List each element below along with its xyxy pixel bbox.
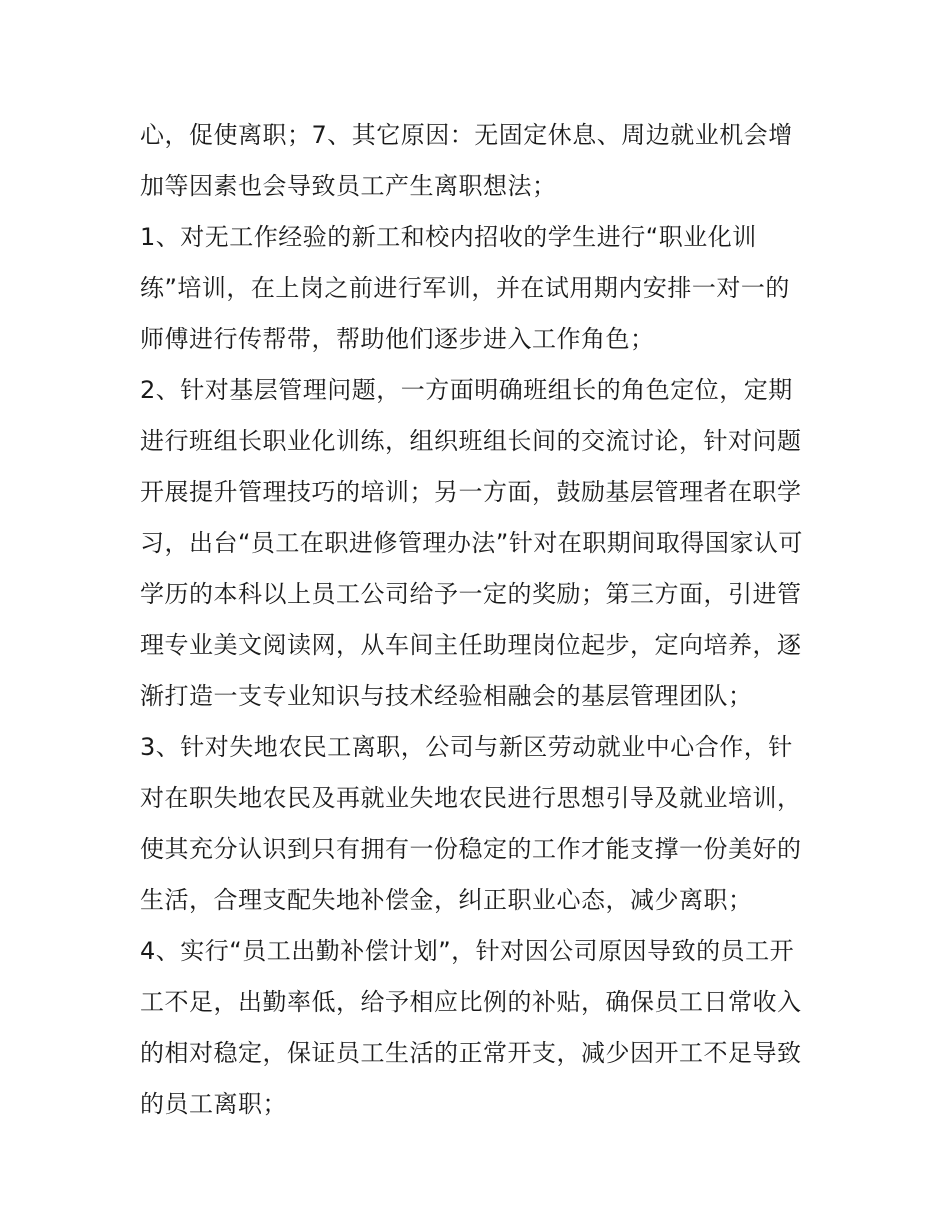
text-line: 进行班组长职业化训练，组织班组长间的交流讨论，针对问题 — [140, 427, 802, 455]
body-text — [140, 110, 830, 1130]
text-line: 的相对稳定，保证员工生活的正常开支，减少因开工不足导致 — [140, 1039, 802, 1067]
text-line: 开展提升管理技巧的培训；另一方面，鼓励基层管理者在职学 — [140, 478, 802, 506]
text-line: 使其充分认识到只有拥有一份稳定的工作才能支撑一份美好的 — [140, 835, 802, 863]
text-line: 1、对无工作经验的新工和校内招收的学生进行“职业化训 — [140, 223, 757, 251]
text-line: 渐打造一支专业知识与技术经验相融会的基层管理团队； — [140, 682, 753, 710]
text-line: 4、实行“员工出勤补偿计划”，针对因公司原因导致的员工开 — [140, 937, 795, 965]
text-line: 师傅进行传帮带，帮助他们逐步进入工作角色； — [140, 325, 655, 353]
text-line: 学历的本科以上员工公司给予一定的奖励；第三方面，引进管 — [140, 580, 802, 608]
text-line: 工不足，出勤率低，给予相应比例的补贴，确保员工日常收入 — [140, 988, 802, 1016]
text-line: 理专业美文阅读网，从车间主任助理岗位起步，定向培养，逐 — [140, 631, 802, 659]
text-line: 2、针对基层管理问题，一方面明确班组长的角色定位，定期 — [140, 376, 793, 404]
text-line: 的员工离职； — [140, 1090, 287, 1118]
text-line: 习，出台“员工在职进修管理办法”针对在职期间取得国家认可 — [140, 529, 803, 557]
text-line: 心，促使离职；7、其它原因：无固定休息、周边就业机会增 — [140, 121, 793, 149]
text-line: 对在职失地农民及再就业失地农民进行思想引导及就业培训， — [140, 784, 802, 812]
text-line: 3、针对失地农民工离职，公司与新区劳动就业中心合作，针 — [140, 733, 793, 761]
text-line: 加等因素也会导致员工产生离职想法； — [140, 172, 557, 200]
text-line: 生活，合理支配失地补偿金，纠正职业心态，减少离职； — [140, 886, 753, 914]
text-line: 练”培训，在上岗之前进行军训，并在试用期内安排一对一的 — [140, 274, 790, 302]
